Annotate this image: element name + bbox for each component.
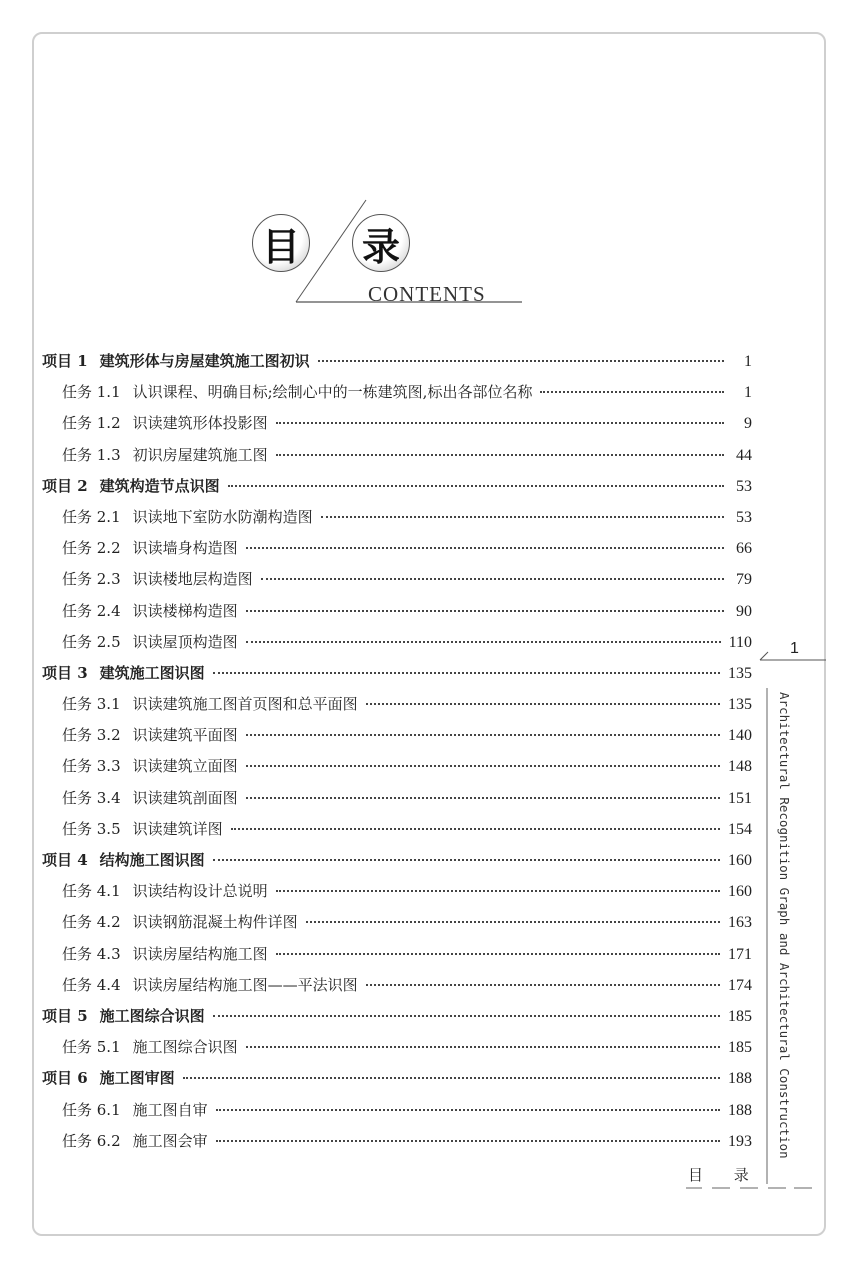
entry-page: 174 [728, 976, 752, 994]
toc-task-entry[interactable] [42, 537, 752, 568]
leader-dots [216, 1109, 720, 1111]
entry-number: 任务 1.1 [62, 383, 121, 402]
toc-task-entry[interactable] [42, 880, 752, 911]
leader-dots [213, 672, 720, 674]
entry-title: 施工图综合识图 [99, 1006, 205, 1025]
entry-number: 任务 2.1 [62, 507, 121, 526]
entry-page: 66 [736, 540, 752, 558]
entry-title: 识读建筑施工图首页图和总平面图 [132, 695, 358, 714]
entry-number: 项目 6 [42, 1069, 88, 1088]
leader-dots [246, 734, 720, 736]
leader-dots [213, 1015, 720, 1017]
toc-project-entry[interactable] [42, 475, 752, 506]
entry-title: 识读钢筋混凝土构件详图 [132, 913, 298, 932]
entry-title: 识读楼梯构造图 [132, 601, 238, 620]
toc-project-entry[interactable] [42, 1005, 752, 1036]
toc-task-entry[interactable] [42, 1130, 752, 1161]
contents-subtitle: CONTENTS [368, 282, 486, 306]
entry-number: 任务 2.5 [62, 632, 121, 651]
entry-title: 识读建筑形体投影图 [132, 414, 268, 433]
leader-dots [276, 890, 720, 892]
leader-dots [246, 547, 724, 549]
entry-page: 90 [736, 602, 752, 620]
entry-page: 193 [728, 1132, 752, 1150]
leader-dots [306, 921, 720, 923]
toc-task-entry[interactable] [42, 724, 752, 755]
entry-number: 任务 4.4 [62, 975, 121, 994]
leader-dots [246, 765, 720, 767]
table-of-contents [42, 350, 752, 1161]
entry-number: 任务 6.2 [62, 1131, 121, 1150]
side-page-number: 1 [790, 640, 799, 657]
entry-number: 任务 4.2 [62, 913, 121, 932]
leader-dots [321, 516, 724, 518]
entry-title: 识读屋顶构造图 [132, 632, 238, 651]
leader-dots [246, 797, 720, 799]
entry-title: 识读地下室防水防潮构造图 [132, 507, 313, 526]
toc-project-entry[interactable] [42, 1067, 752, 1098]
leader-dots [246, 641, 721, 643]
leader-dots [366, 984, 720, 986]
entry-number: 任务 1.3 [62, 445, 121, 464]
toc-task-entry[interactable] [42, 1099, 752, 1130]
entry-page: 140 [728, 727, 752, 745]
entry-number: 任务 4.3 [62, 944, 121, 963]
entry-title: 施工图审图 [99, 1069, 175, 1088]
entry-title: 建筑构造节点识图 [99, 476, 220, 495]
toc-task-entry[interactable] [42, 444, 752, 475]
toc-task-entry[interactable] [42, 693, 752, 724]
entry-title: 识读建筑立面图 [132, 757, 238, 776]
leader-dots [246, 1046, 720, 1048]
entry-title: 识读墙身构造图 [132, 539, 238, 558]
leader-dots [318, 360, 724, 362]
entry-page: 171 [728, 945, 752, 963]
entry-number: 任务 2.4 [62, 601, 121, 620]
entry-page: 151 [728, 789, 752, 807]
entry-page: 163 [728, 914, 752, 932]
entry-title: 结构施工图识图 [99, 851, 205, 869]
entry-page: 1 [744, 353, 752, 370]
entry-number: 项目 4 [42, 851, 88, 869]
toc-task-entry[interactable] [42, 755, 752, 786]
entry-number: 任务 4.1 [62, 882, 121, 901]
entry-page: 148 [728, 758, 752, 776]
entry-page: 185 [728, 1039, 752, 1057]
toc-task-entry[interactable] [42, 568, 752, 599]
entry-number: 任务 3.3 [62, 757, 121, 776]
entry-title: 施工图综合识图 [132, 1038, 238, 1057]
leader-dots [216, 1140, 720, 1142]
entry-number: 任务 5.1 [62, 1038, 121, 1057]
entry-page: 135 [728, 696, 752, 714]
toc-task-entry[interactable] [42, 974, 752, 1005]
toc-task-entry[interactable] [42, 506, 752, 537]
leader-dots [276, 422, 724, 424]
footer-char-1: 目 [688, 1166, 704, 1184]
entry-title: 识读楼地层构造图 [132, 570, 253, 589]
entry-title: 识读建筑剖面图 [132, 788, 238, 807]
entry-number: 项目 1 [42, 352, 88, 370]
toc-project-entry[interactable] [42, 849, 752, 880]
toc-task-entry[interactable] [42, 911, 752, 942]
entry-number: 任务 3.2 [62, 726, 121, 745]
footer-char-2: 录 [733, 1166, 749, 1184]
toc-project-entry[interactable] [42, 662, 752, 693]
toc-task-entry[interactable] [42, 412, 752, 443]
entry-page: 188 [728, 1101, 752, 1119]
entry-page: 1 [744, 384, 752, 402]
entry-number: 任务 1.2 [62, 414, 121, 433]
entry-number: 项目 5 [42, 1006, 88, 1025]
entry-page: 44 [736, 446, 752, 464]
toc-task-entry[interactable] [42, 1036, 752, 1067]
entry-number: 任务 3.1 [62, 695, 121, 714]
leader-dots [366, 703, 720, 705]
leader-dots [228, 485, 724, 487]
entry-title: 施工图自审 [132, 1100, 208, 1119]
entry-title: 识读建筑详图 [132, 819, 223, 838]
entry-title: 施工图会审 [132, 1131, 208, 1150]
toc-task-entry[interactable] [42, 600, 752, 631]
title-char-lu: 录 [352, 214, 410, 272]
leader-dots [276, 454, 724, 456]
toc-task-entry[interactable] [42, 943, 752, 974]
entry-number: 任务 2.2 [62, 539, 121, 558]
title-char-mu: 目 [252, 214, 310, 272]
entry-title: 认识课程、明确目标;绘制心中的一栋建筑图,标出各部位名称 [132, 383, 533, 402]
entry-page: 9 [744, 415, 752, 433]
entry-title: 识读结构设计总说明 [132, 882, 268, 901]
entry-page: 79 [736, 571, 752, 589]
leader-dots [231, 828, 720, 830]
toc-task-entry[interactable] [42, 787, 752, 818]
leader-dots [261, 578, 724, 580]
entry-page: 185 [728, 1007, 752, 1025]
leader-dots [540, 391, 724, 393]
footer-label [688, 1166, 749, 1184]
entry-page: 154 [728, 820, 752, 838]
entry-title: 识读房屋结构施工图 [132, 944, 268, 963]
leader-dots [183, 1077, 720, 1079]
entry-title: 初识房屋建筑施工图 [132, 445, 268, 464]
entry-number: 任务 6.1 [62, 1100, 121, 1119]
entry-page: 188 [728, 1070, 752, 1088]
leader-dots [246, 610, 724, 612]
side-book-title: Architectural Recognition Graph and Architectural Construction [777, 692, 792, 1159]
entry-number: 任务 2.3 [62, 570, 121, 589]
toc-task-entry[interactable] [42, 818, 752, 849]
entry-number: 任务 3.4 [62, 788, 121, 807]
entry-page: 160 [728, 852, 752, 869]
toc-task-entry[interactable] [42, 381, 752, 412]
entry-title: 识读房屋结构施工图——平法识图 [132, 975, 358, 994]
leader-dots [276, 953, 720, 955]
entry-title: 识读建筑平面图 [132, 726, 238, 745]
entry-page: 53 [736, 508, 752, 526]
toc-task-entry[interactable] [42, 631, 752, 662]
entry-page: 135 [728, 664, 752, 682]
entry-page: 110 [728, 633, 752, 651]
entry-number: 任务 3.5 [62, 819, 121, 838]
entry-page: 160 [728, 883, 752, 901]
entry-title: 建筑形体与房屋建筑施工图初识 [99, 352, 310, 370]
entry-number: 项目 2 [42, 476, 88, 495]
toc-project-entry[interactable] [42, 350, 752, 381]
entry-page: 53 [736, 477, 752, 495]
entry-title: 建筑施工图识图 [99, 663, 205, 682]
entry-number: 项目 3 [42, 663, 88, 682]
leader-dots [213, 859, 720, 861]
